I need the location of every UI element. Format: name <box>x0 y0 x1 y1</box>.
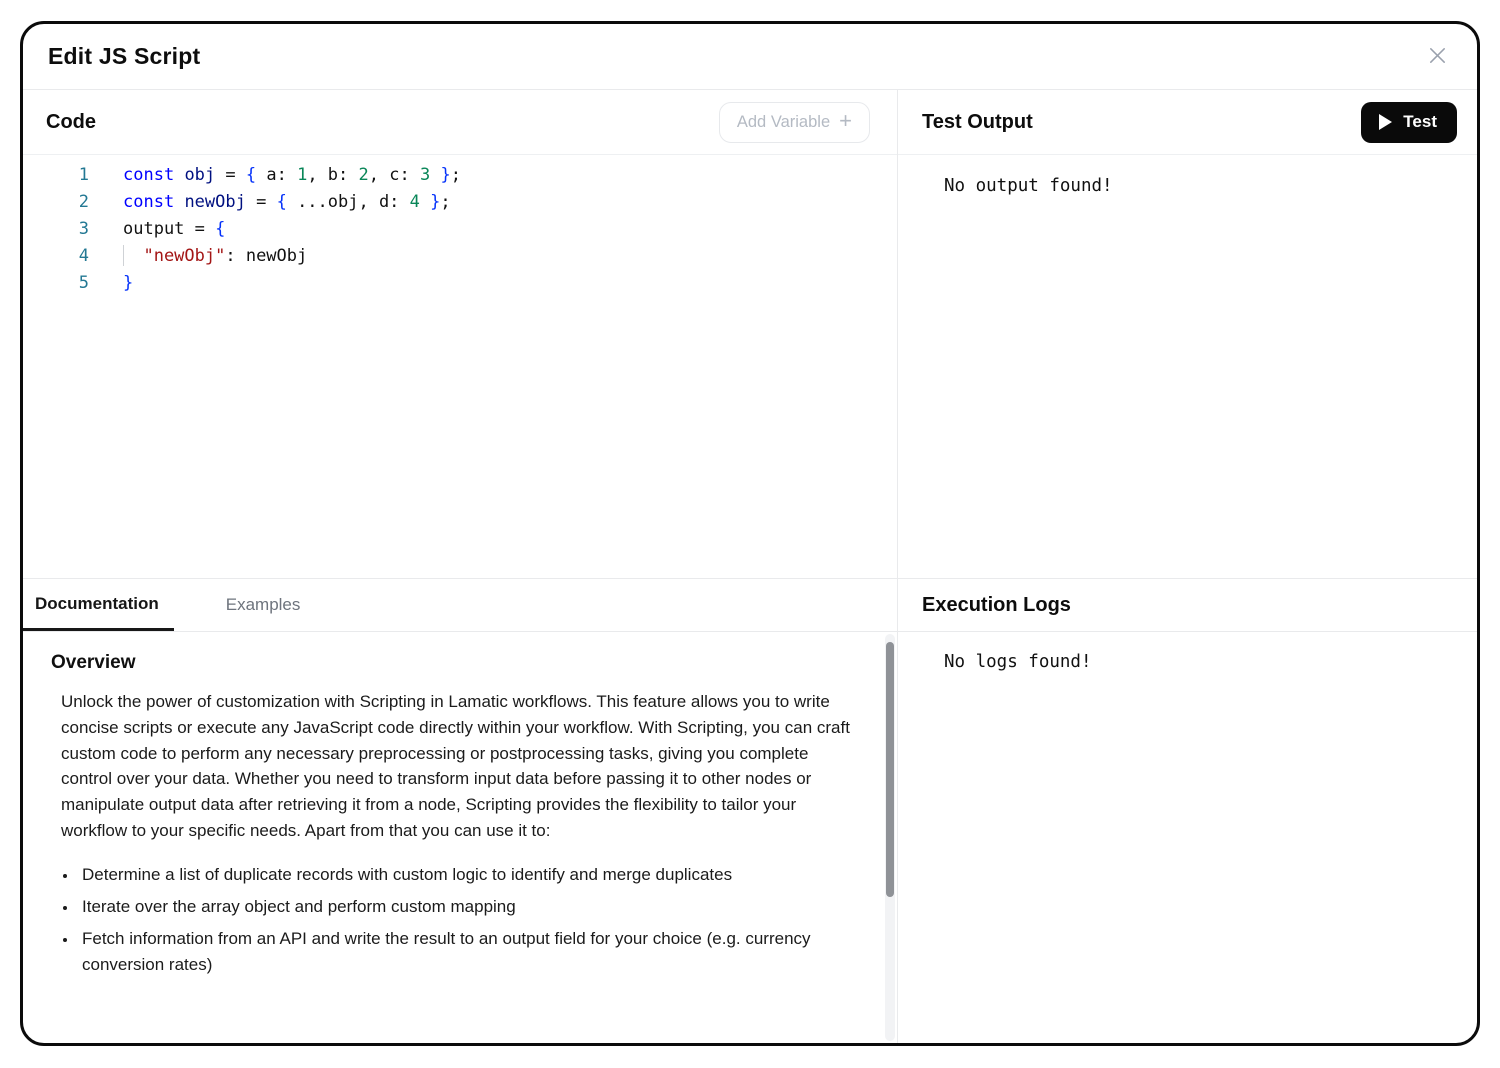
test-button-label: Test <box>1403 112 1437 131</box>
indent-guide <box>123 245 143 266</box>
docs-bullet: • Fetch information from an API and write the result to an output field for your choice (e.g. currency conversion rates) <box>78 926 858 978</box>
code-line: 3 output = { <box>23 216 897 243</box>
test-output-body <box>898 155 1477 579</box>
output-column <box>898 90 1477 1043</box>
no-logs-message: No logs found! <box>944 652 1092 672</box>
code-column <box>23 90 898 1043</box>
line-number: 2 <box>78 192 89 212</box>
modal-content <box>23 90 1477 1043</box>
code-line: 2 const newObj = { ...obj, d: 4 }; <box>23 189 897 216</box>
execution-logs-heading: Execution Logs <box>922 593 1071 616</box>
code-lines <box>23 162 897 297</box>
add-variable-label: Add Variable <box>736 112 831 131</box>
docs-overview-heading: Overview <box>51 652 136 673</box>
test-output-toolbar <box>898 90 1477 155</box>
test-button[interactable] <box>1361 102 1457 143</box>
docs-scrollbar-thumb[interactable] <box>886 642 894 897</box>
line-number: 4 <box>78 246 89 266</box>
no-output-message: No output found! <box>944 176 1113 196</box>
code-line: 1 const obj = { a: 1, b: 2, c: 3 }; <box>23 162 897 189</box>
code-line: 5 } <box>23 270 897 297</box>
modal-title: Edit JS Script <box>48 43 201 69</box>
close-button[interactable] <box>1423 43 1451 71</box>
docs-overview-paragraph: Unlock the power of customization with Scripting in Lamatic workflows. This feature allows you to write concise scripts or execute any JavaScript code directly within your workflow. With Scripting, you can craft custom code to perform any necessary preprocessing or postprocessing tasks, giving you complete control over your data. Whether you need to transform input data before passing it to other nodes or manipulate output data after retrieving it from a node, Scripting provides the flexibility to tailor your workflow to your specific needs. Apart from that you can use it to: <box>61 692 850 840</box>
edit-js-script-modal <box>20 21 1480 1046</box>
docs-scrollbar-track[interactable] <box>885 634 895 1041</box>
close-icon <box>1426 44 1449 70</box>
code-editor[interactable] <box>23 155 897 579</box>
code-toolbar <box>23 90 897 155</box>
execution-logs-body <box>898 632 1477 1043</box>
docs-bullet-list <box>78 862 858 978</box>
docs-bullet: • Iterate over the array object and perform custom mapping <box>78 894 858 920</box>
code-heading: Code <box>46 110 96 133</box>
code-line: 4 "newObj": newObj <box>23 243 897 270</box>
plus-icon: + <box>839 108 852 133</box>
line-number: 3 <box>78 219 89 239</box>
line-number: 1 <box>78 165 89 185</box>
documentation-panel <box>23 632 897 1043</box>
test-output-heading: Test Output <box>922 110 1033 133</box>
play-icon <box>1379 114 1392 130</box>
add-variable-button[interactable] <box>719 102 870 143</box>
tab-documentation[interactable]: Documentation <box>23 579 174 631</box>
tab-examples[interactable]: Examples <box>225 595 301 614</box>
line-number: 5 <box>78 273 89 293</box>
modal-header <box>23 24 1477 90</box>
docs-tabs <box>23 579 897 632</box>
execution-logs-header <box>898 579 1477 632</box>
docs-bullet: • Determine a list of duplicate records with custom logic to identify and merge duplicates <box>78 862 858 888</box>
